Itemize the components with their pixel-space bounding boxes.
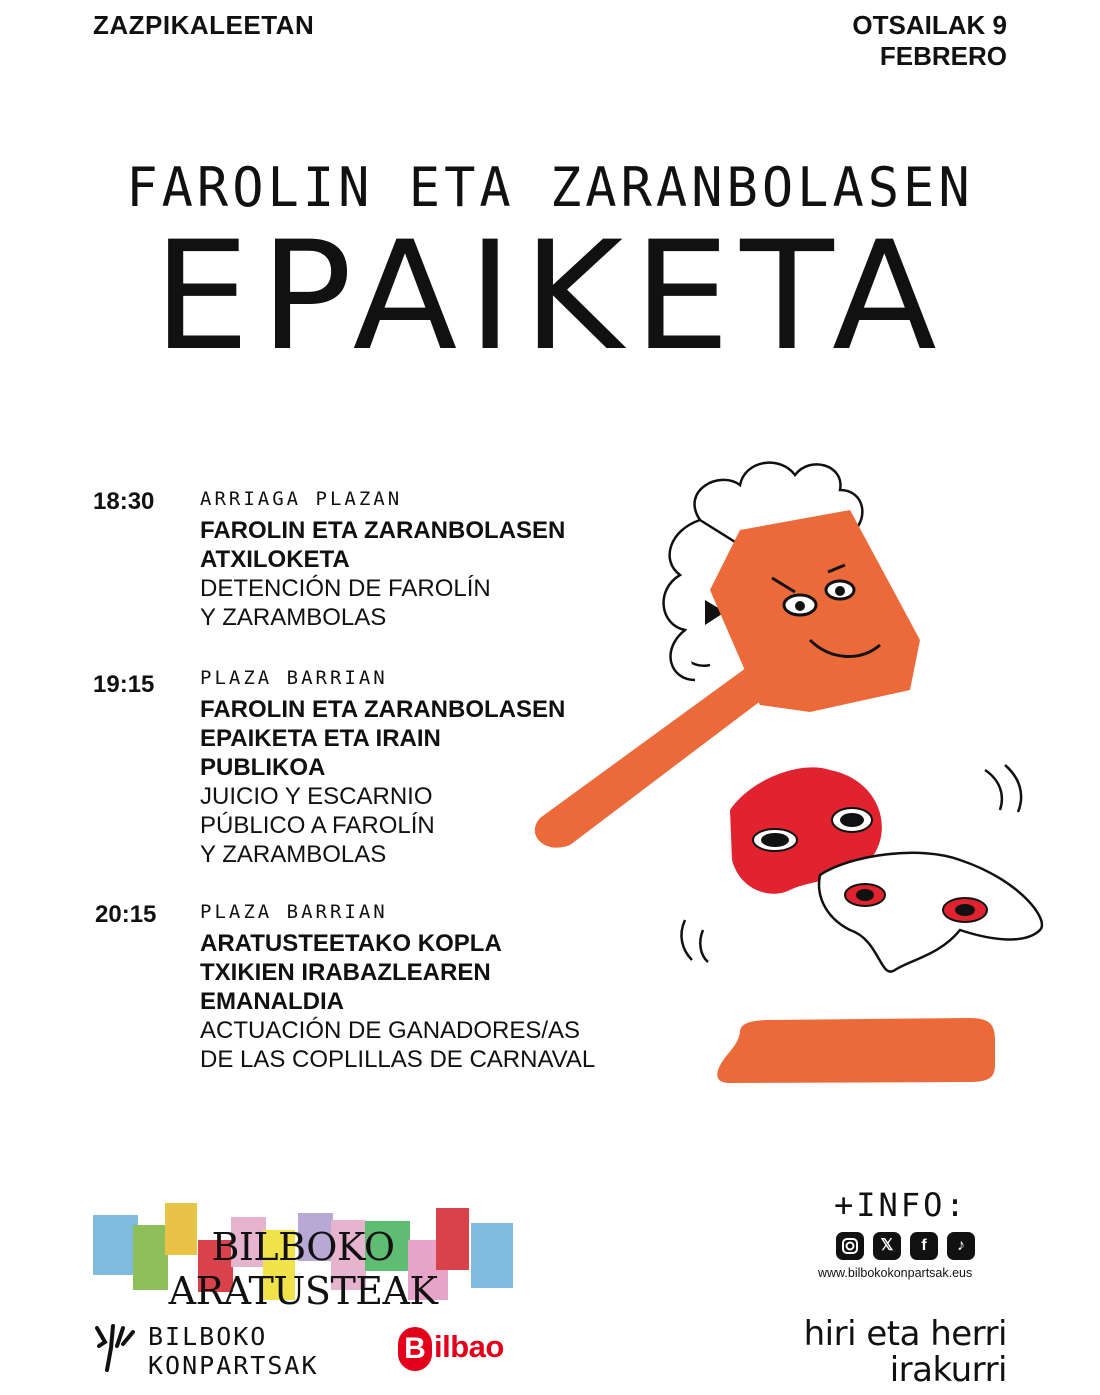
event-title-es: DE LAS COPLILLAS DE CARNAVAL (200, 1046, 596, 1073)
poster-title: EPAIKETA (153, 210, 947, 384)
event-title-eu: TXIKIEN IRABAZLEAREN (200, 959, 491, 986)
event-title-eu: EPAIKETA ETA IRAIN (200, 725, 441, 752)
info-label: +INFO: (834, 1186, 968, 1224)
event-title-eu: PUBLIKOA (200, 754, 326, 781)
white-mask-icon (819, 853, 1042, 972)
event-title-eu: EMANALDIA (200, 988, 344, 1015)
event-date (852, 10, 1007, 72)
slogan-line1: hiri eta herri (803, 1314, 1007, 1354)
tiktok-icon[interactable]: ♪ (947, 1232, 975, 1260)
gavel-base (717, 1018, 995, 1083)
event-title-es: JUICIO Y ESCARNIO (200, 783, 433, 810)
event-title-es: DETENCIÓN DE FAROLÍN (200, 575, 491, 602)
event-time: 19:15 (93, 671, 155, 698)
konpartsak-line1: BILBOKO (148, 1322, 268, 1351)
bilbao-logo (398, 1327, 516, 1371)
poster-subtitle: FAROLIN ETA ZARANBOLASEN (126, 156, 974, 220)
date-line-es: FEBRERO (879, 41, 1007, 71)
instagram-icon[interactable] (836, 1232, 864, 1260)
event-title-eu: FAROLIN ETA ZARANBOLASEN (200, 696, 566, 723)
venue-label: ZAZPIKALEETAN (93, 10, 315, 40)
bilboko-aratusteak-logo (93, 1195, 513, 1313)
event-title-es: PÚBLICO A FAROLÍN (200, 812, 435, 839)
event-title-es: Y ZARAMBOLAS (200, 841, 387, 868)
date-line-eu: OTSAILAK 9 (852, 10, 1007, 40)
event-place: PLAZA BARRIAN (200, 667, 388, 689)
konpartsak-mark-icon (93, 1322, 137, 1374)
event-time: 18:30 (93, 488, 155, 515)
konpartsak-line2: KONPARTSAK (148, 1351, 319, 1380)
bilbao-b-mark: B (398, 1327, 432, 1371)
brand-name: BILBOKO ARATUSTEAK (168, 1225, 438, 1313)
event-title-eu: FAROLIN ETA ZARANBOLASEN (200, 517, 566, 544)
gavel-masks-illustration (510, 450, 1100, 1100)
event-time: 20:15 (95, 901, 157, 928)
slogan-line2: irakurri (889, 1350, 1007, 1390)
social-links (836, 1232, 976, 1260)
event-title-es: Y ZARAMBOLAS (200, 604, 387, 631)
facebook-icon[interactable]: f (910, 1232, 938, 1260)
x-icon[interactable]: 𝕏 (873, 1232, 901, 1260)
event-title-eu: ATXILOKETA (200, 546, 350, 573)
event-place: ARRIAGA PLAZAN (200, 488, 403, 510)
event-title-es: ACTUACIÓN DE GANADORES/AS (200, 1017, 581, 1044)
event-place: PLAZA BARRIAN (200, 901, 388, 923)
bilbao-wordmark: ilbao (434, 1329, 504, 1364)
event-title-eu: ARATUSTEETAKO KOPLA (200, 930, 502, 957)
slogan (804, 1316, 1007, 1388)
website-link[interactable]: www.bilbokokonpartsak.eus (818, 1266, 973, 1280)
